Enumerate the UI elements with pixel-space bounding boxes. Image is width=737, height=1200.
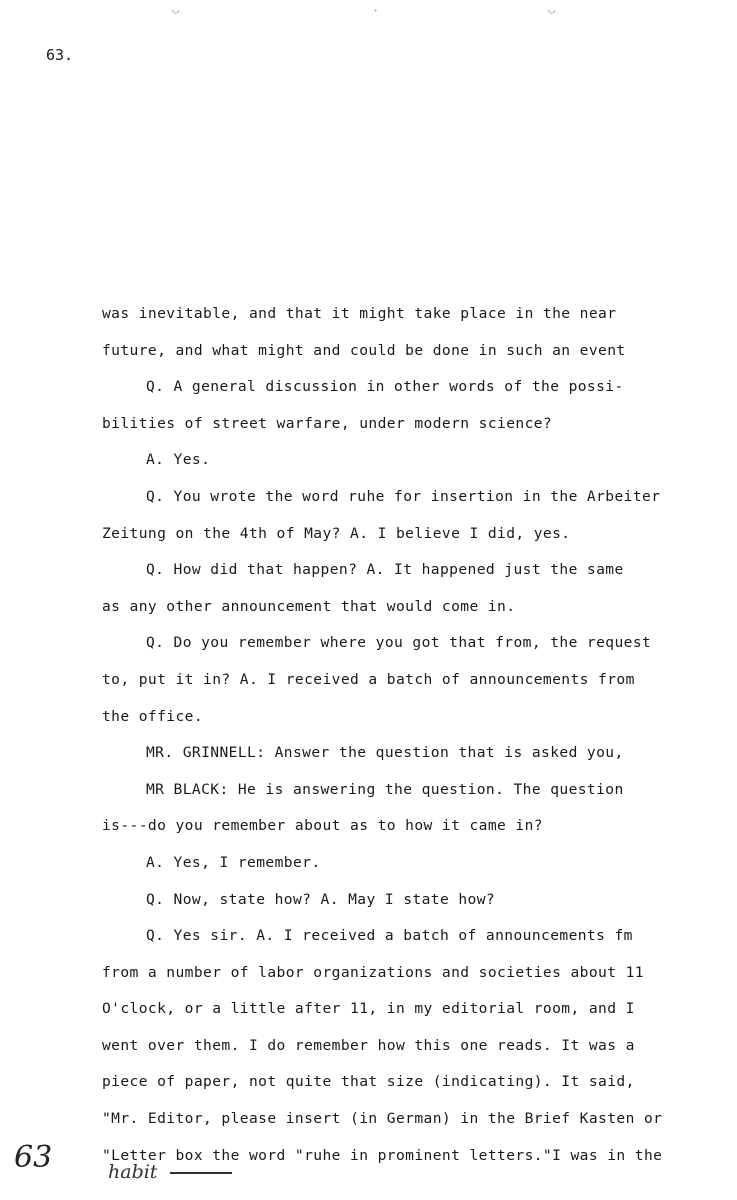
transcript-line: bilities of street warfare, under modern science? xyxy=(102,414,553,432)
transcript-line: Q. Do you remember where you got that from, the request xyxy=(146,634,652,652)
transcript-line: was inevitable, and that it might take place in the near xyxy=(102,305,617,322)
transcript-line: Q. How did that happen? A. It happened just the same xyxy=(146,561,624,579)
scan-mark: · xyxy=(372,4,380,18)
transcript-line: to, put it in? A. I received a batch of announcements from xyxy=(102,670,635,688)
scan-mark: ◡ xyxy=(172,2,180,16)
transcript-line: is---do you remember about as to how it came in? xyxy=(102,817,543,835)
scan-mark: ◡ xyxy=(548,2,556,16)
transcript-line: "Letter box the word "ruhe in prominent letters."I was in the xyxy=(102,1146,663,1164)
transcript-line: from a number of labor organizations and societies about 11 xyxy=(102,963,644,981)
transcript-line: the office. xyxy=(102,707,204,725)
transcript-line: Zeitung on the 4th of May? A. I believe I did, yes. xyxy=(102,524,571,542)
transcript-line: O'clock, or a little after 11, in my editorial room, and I xyxy=(102,1000,635,1018)
transcript-line: Q. A general discussion in other words of the possi- xyxy=(146,378,624,396)
transcript-line: piece of paper, not quite that size (indicating). It said, xyxy=(102,1073,635,1091)
transcript-line: Q. Yes sir. A. I received a batch of announcements fm xyxy=(146,927,633,945)
transcript-line: went over them. I do remember how this one reads. It was a xyxy=(102,1036,635,1054)
transcript-line: "Mr. Editor, please insert (in German) in the Brief Kasten or xyxy=(102,1110,663,1128)
transcript-body xyxy=(102,296,712,1174)
transcript-line: A. Yes. xyxy=(146,451,211,469)
handwritten-page-number: 63 xyxy=(14,1140,53,1175)
handwritten-word: habit xyxy=(108,1161,158,1183)
transcript-line: Q. Now, state how? A. May I state how? xyxy=(146,890,496,908)
transcript-line: Q. You wrote the word ruhe for insertion in the Arbeiter xyxy=(146,487,661,505)
transcript-line: as any other announcement that would come in. xyxy=(102,597,516,615)
transcript-line: MR BLACK: He is answering the question. The question xyxy=(146,780,624,798)
transcript-line: future, and what might and could be done in such an event xyxy=(102,341,626,359)
transcript-line: A. Yes, I remember. xyxy=(146,853,321,871)
page-number: 63. xyxy=(46,46,74,64)
handwritten-underline xyxy=(170,1172,232,1174)
transcript-line: MR. GRINNELL: Answer the question that is asked you, xyxy=(146,744,624,762)
